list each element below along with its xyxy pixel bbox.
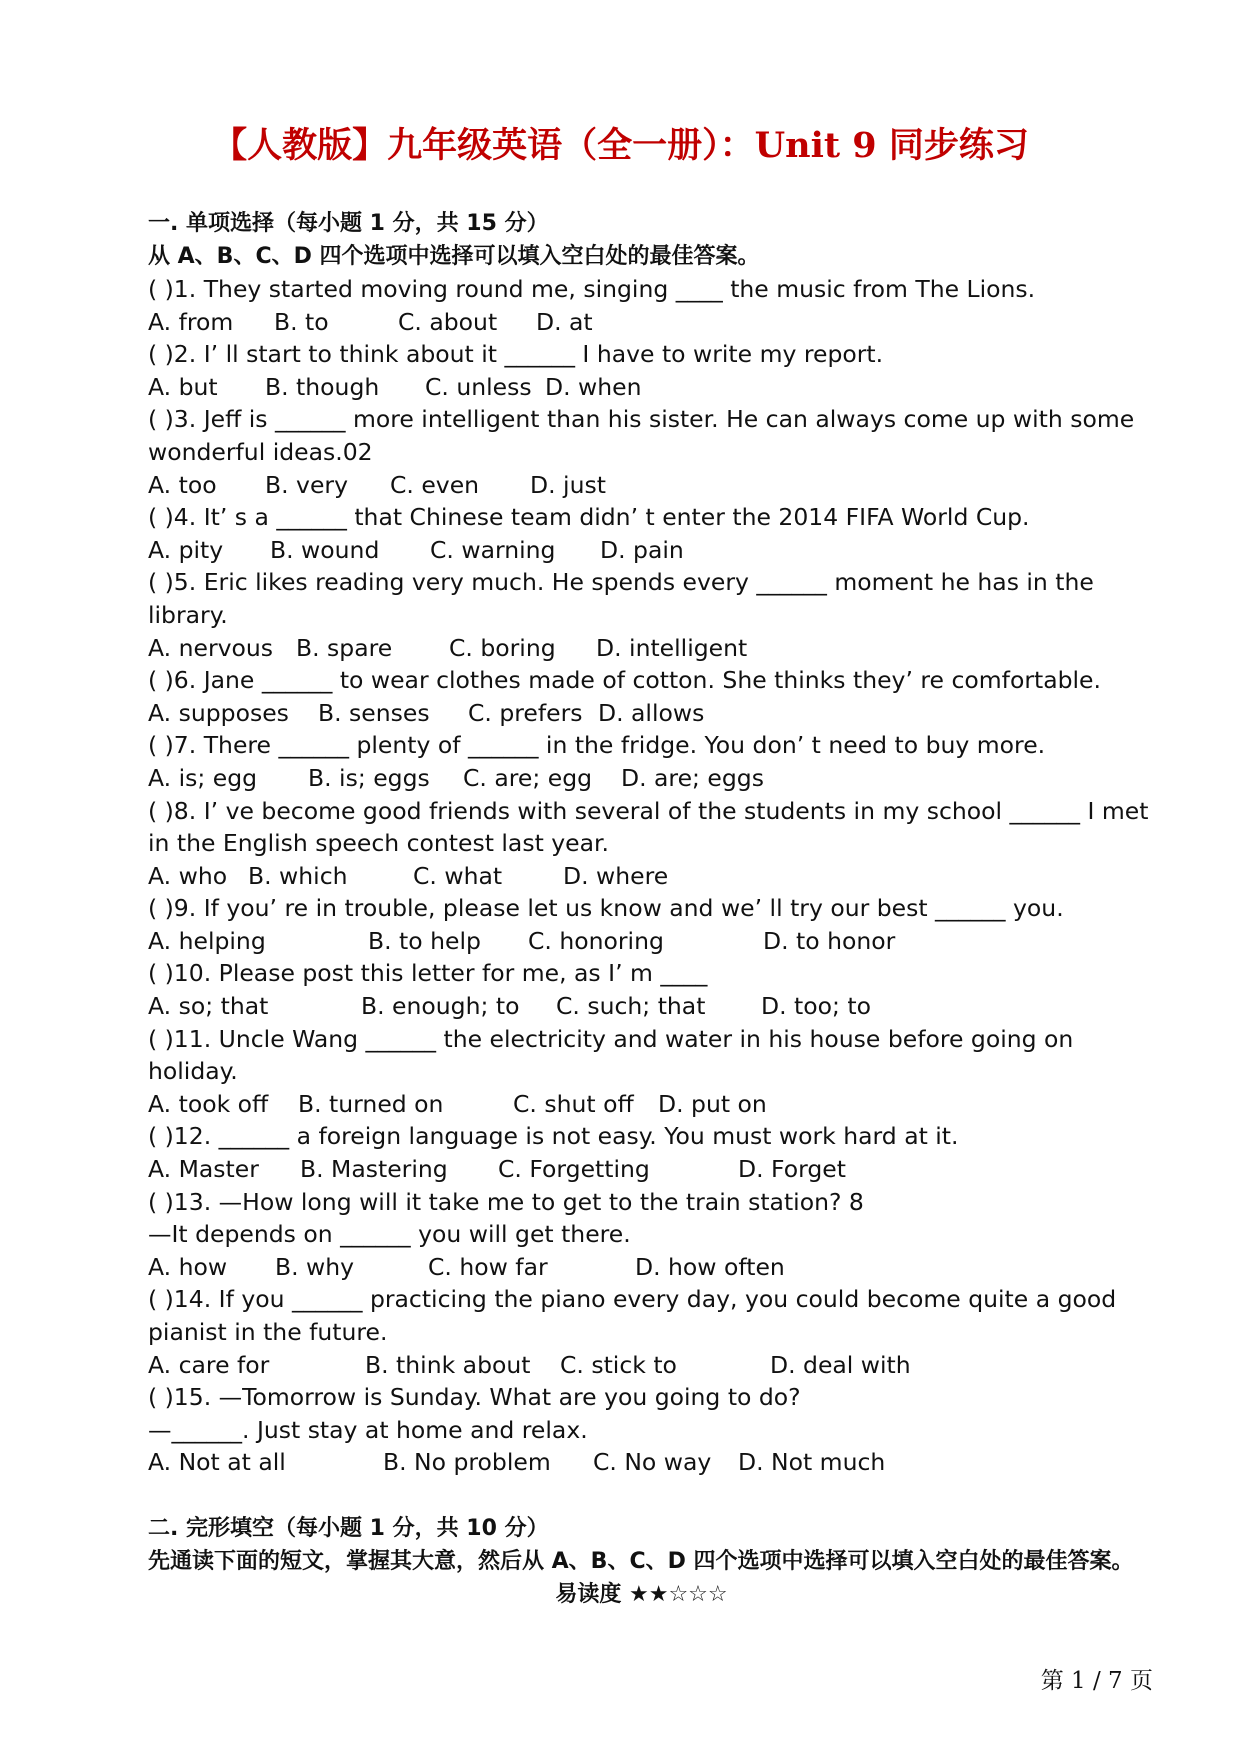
question-stem: ( )15. —Tomorrow is Sunday. What are you going to do? [148, 1383, 801, 1412]
question-stem: ( )11. Uncle Wang ______ the electricity and water in his house before going on holiday. [148, 1024, 1074, 1086]
answer-option: D. when [545, 372, 642, 401]
question-stem: ( )6. Jane ______ to wear clothes made of cotton. She thinks they’ re comfortable. [148, 666, 1101, 695]
option-row [148, 371, 1153, 404]
answer-option: B. enough; to [361, 992, 520, 1021]
question-item [148, 1381, 1153, 1479]
question-list [148, 273, 1153, 1479]
option-row [148, 1446, 1153, 1479]
question-item [148, 729, 1153, 794]
option-row [148, 306, 1153, 339]
answer-option: A. pity [148, 535, 224, 564]
answer-option: D. put on [658, 1089, 767, 1118]
section-2-heading: 二. 完形填空（每小题 1 分，共 10 分） [148, 1515, 549, 1541]
answer-option: D. intelligent [596, 633, 748, 662]
question-stem: ( )7. There ______ plenty of ______ in the fridge. You don’ t need to buy more. [148, 731, 1046, 760]
answer-option: B. Mastering [300, 1155, 448, 1184]
document-body [148, 207, 1153, 1611]
question-item [148, 1186, 1153, 1284]
page-number: 第 1 / 7 页 [1040, 1668, 1153, 1694]
answer-option: C. No way [593, 1448, 712, 1477]
option-row [148, 1349, 1153, 1382]
answer-option: D. Not much [738, 1448, 886, 1477]
answer-option: C. such; that [556, 992, 706, 1021]
answer-option: D. just [530, 470, 606, 499]
answer-option: C. warning [430, 535, 556, 564]
question-stem: ( )13. —How long will it take me to get to the train station? 8 [148, 1187, 864, 1216]
option-row [148, 762, 1153, 795]
answer-option: D. too; to [761, 992, 871, 1021]
option-row [148, 925, 1153, 958]
option-row [148, 1251, 1153, 1284]
question-stem: ( )14. If you ______ practicing the piano every day, you could become quite a good pianist in the future. [148, 1285, 1117, 1346]
answer-option: C. how far [428, 1252, 548, 1281]
question-stem: ( )2. I’ ll start to think about it ______ I have to write my report. [148, 340, 884, 369]
answer-option: B. though [265, 372, 380, 401]
answer-option: A. care for [148, 1350, 270, 1379]
answer-option: B. why [275, 1252, 355, 1281]
option-row [148, 632, 1153, 665]
question-stem: ( )8. I’ ve become good friends with several of the students in my school ______ I met in the English speech contest last year. [148, 796, 1149, 858]
answer-option: D. how often [635, 1252, 785, 1281]
answer-option: C. about [398, 307, 498, 336]
answer-option: C. what [413, 861, 503, 890]
answer-option: A. who [148, 861, 228, 890]
question-item [148, 1283, 1153, 1381]
answer-option: C. honoring [528, 926, 664, 955]
question-item [148, 1023, 1153, 1121]
question-item [148, 664, 1153, 729]
answer-option: A. helping [148, 926, 266, 955]
readability-rating: 易读度 ★★☆☆☆ [555, 1581, 728, 1607]
answer-option: A. Not at all [148, 1448, 286, 1477]
question-stem: ( )3. Jeff is ______ more intelligent than his sister. He can always come up with some wonderful ideas.02 [148, 405, 1135, 466]
question-stem: ( )9. If you’ re in trouble, please let us know and we’ ll try our best ______ you. [148, 894, 1064, 923]
answer-option: B. which [248, 861, 348, 890]
answer-option: B. very [265, 470, 348, 499]
answer-option: A. too [148, 470, 217, 499]
option-row [148, 860, 1153, 893]
answer-option: C. Forgetting [498, 1155, 650, 1184]
answer-option: A. nervous [148, 633, 274, 662]
option-row [148, 990, 1153, 1023]
section-2-instruction: 先通读下面的短文，掌握其大意，然后从 A、B、C、D 四个选项中选择可以填入空白处的最佳答案。 [148, 1548, 1134, 1574]
answer-option: B. to [274, 307, 329, 336]
answer-option: C. boring [449, 633, 556, 662]
question-stem: ( )10. Please post this letter for me, as I’ m ____ [148, 959, 708, 988]
question-item [148, 566, 1153, 664]
question-item [148, 1120, 1153, 1185]
question-reply: —It depends on ______ you will get there. [148, 1220, 631, 1249]
answer-option: B. spare [296, 633, 393, 662]
question-stem: ( )4. It’ s a ______ that Chinese team didn’ t enter the 2014 FIFA World Cup. [148, 503, 1030, 532]
page-title: 【人教版】九年级英语（全一册）：Unit 9 同步练习 [212, 125, 1029, 166]
answer-option: A. so; that [148, 992, 269, 1021]
question-stem: ( )5. Eric likes reading very much. He spends every ______ moment he has in the library. [148, 568, 1094, 629]
section-gap [148, 1479, 1153, 1512]
answer-option: A. supposes [148, 698, 289, 727]
question-item [148, 403, 1153, 501]
answer-option: D. pain [600, 535, 684, 564]
answer-option: B. No problem [383, 1448, 551, 1477]
answer-option: C. prefers [468, 698, 583, 727]
answer-option: B. wound [270, 535, 380, 564]
answer-option: B. turned on [298, 1089, 444, 1118]
answer-option: B. to help [368, 926, 481, 955]
answer-option: A. how [148, 1252, 228, 1281]
answer-option: A. Master [148, 1155, 259, 1184]
answer-option: D. allows [598, 698, 705, 727]
option-row [148, 1088, 1153, 1121]
answer-option: B. is; eggs [308, 763, 430, 792]
option-row [148, 534, 1153, 567]
question-reply: —______. Just stay at home and relax. [148, 1415, 588, 1444]
answer-option: A. is; egg [148, 763, 258, 792]
question-item [148, 957, 1153, 1022]
answer-option: C. are; egg [463, 763, 593, 792]
answer-option: D. to honor [763, 926, 896, 955]
answer-option: C. stick to [560, 1350, 677, 1379]
answer-option: D. where [563, 861, 669, 890]
answer-option: B. think about [365, 1350, 531, 1379]
answer-option: D. are; eggs [621, 763, 764, 792]
answer-option: C. shut off [513, 1089, 634, 1118]
option-row [148, 1153, 1153, 1186]
answer-option: A. but [148, 372, 218, 401]
answer-option: D. deal with [770, 1350, 911, 1379]
question-item [148, 273, 1153, 338]
option-row [148, 697, 1153, 730]
question-item [148, 795, 1153, 893]
question-stem: ( )12. ______ a foreign language is not easy. You must work hard at it. [148, 1122, 959, 1151]
answer-option: D. Forget [738, 1155, 846, 1184]
answer-option: C. unless [425, 372, 532, 401]
section-1-heading: 一. 单项选择（每小题 1 分，共 15 分） [148, 211, 549, 236]
answer-option: A. took off [148, 1089, 269, 1118]
answer-option: D. at [536, 307, 593, 336]
question-item [148, 892, 1153, 957]
option-row [148, 469, 1153, 502]
answer-option: B. senses [318, 698, 430, 727]
answer-option: C. even [390, 470, 480, 499]
question-stem: ( )1. They started moving round me, singing ____ the music from The Lions. [148, 275, 1036, 303]
question-item [148, 338, 1153, 403]
question-item [148, 501, 1153, 566]
answer-option: A. from [148, 307, 234, 336]
section-1-instruction: 从 A、B、C、D 四个选项中选择可以填入空白处的最佳答案。 [148, 244, 760, 269]
